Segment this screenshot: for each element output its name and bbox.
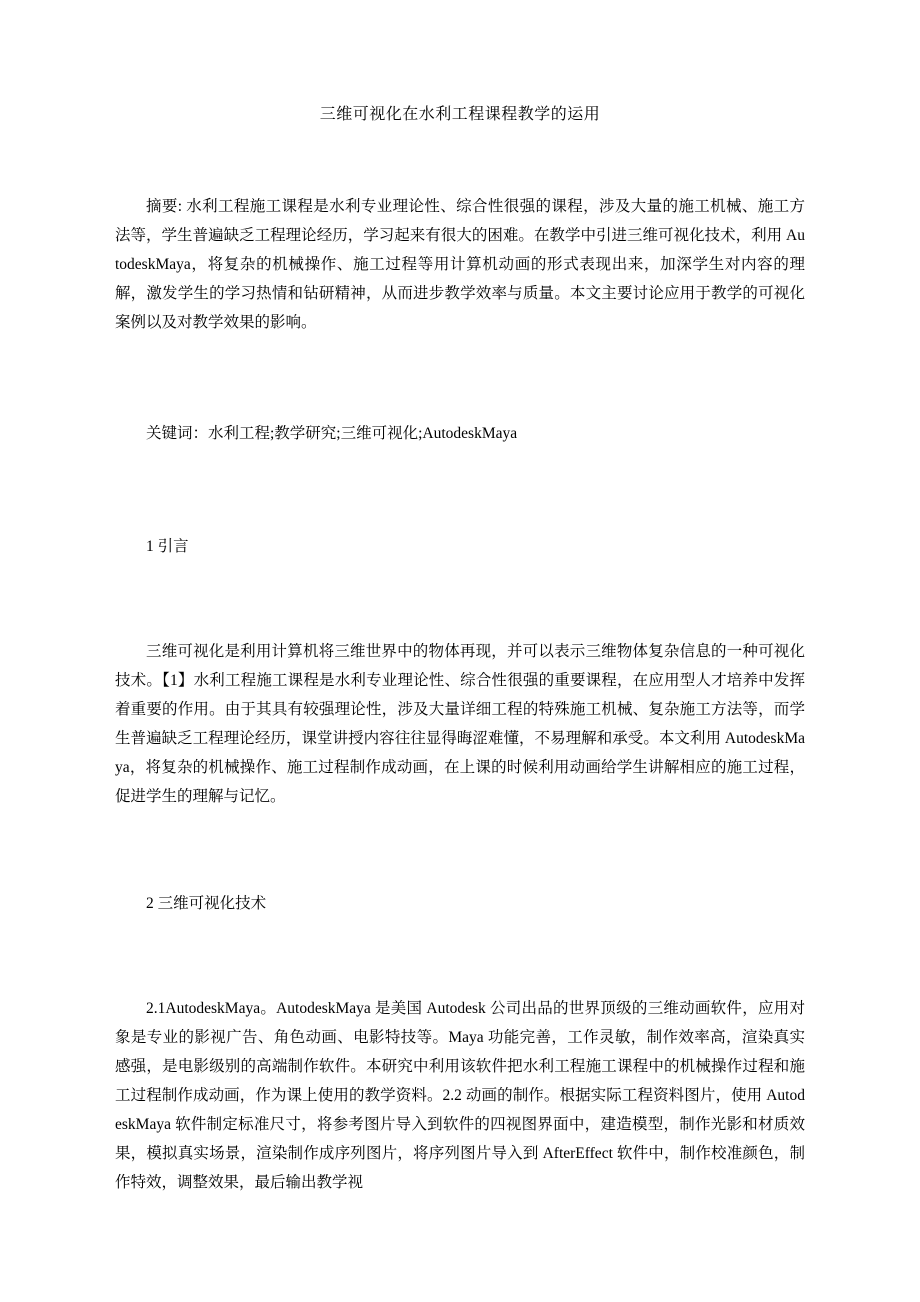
section-1-body: 三维可视化是利用计算机将三维世界中的物体再现，并可以表示三维物体复杂信息的一种可视化技术。【1】水利工程施工课程是水利专业理论性、综合性很强的重要课程，在应用型人才培养中发挥着重要的作用。由于其具有较强理论性，涉及大量详细工程的特殊施工机械、复杂施工方法等，而学生普遍缺乏工程理论经历，课堂讲授内容往往显得晦涩难懂，不易理解和承受。本文利用 AutodeskMaya，将复杂的机械操作、施工过程制作成动画，在上课的时候利用动画给学生讲解相应的施工过程，促进学生的理解与记忆。 [115,643,805,805]
section-1-heading: 1 引言 [146,538,189,555]
section-2-heading: 2 三维可视化技术 [146,895,267,912]
abstract-paragraph: 摘要: 水利工程施工课程是水利专业理论性、综合性很强的课程，涉及大量的施工机械、施工方法等，学生普遍缺乏工程理论经历，学习起来有很大的困难。在教学中引进三维可视化技术，利用 AutodeskMaya，将复杂的机械操作、施工过程等用计算机动画的形式表现出来，加深学生对内容的理解，激发学生的学习热情和钻研精神，从而进步教学效率与质量。本文主要讨论应用于教学的可视化案例以及对教学效果的影响。 [115,198,805,331]
document-title: 三维可视化在水利工程课程教学的运用 [319,106,601,123]
keywords-line: 关键词：水利工程;教学研究;三维可视化;AutodeskMaya [146,425,518,442]
section-2-body: 2.1AutodeskMaya。AutodeskMaya 是美国 Autodesk 公司出品的世界顶级的三维动画软件，应用对象是专业的影视广告、角色动画、电影特技等。Maya 功能完善，工作灵敏，制作效率高，渲染真实感强，是电影级别的高端制作软件。本研究中利用该软件把水利工程施工课程中的机械操作过程和施工过程制作成动画，作为课上使用的教学资料。2.2 动画的制作。根据实际工程资料图片，使用 AutodeskMaya 软件制定标准尺寸，将参考图片导入到软件的四视图界面中，建造模型，制作光影和材质效果，模拟真实场景，渲染制作成序列图片，将序列图片导入到 AfterEffect 软件中，制作校准颜色，制作特效，调整效果，最后输出教学视 [115,1000,805,1191]
